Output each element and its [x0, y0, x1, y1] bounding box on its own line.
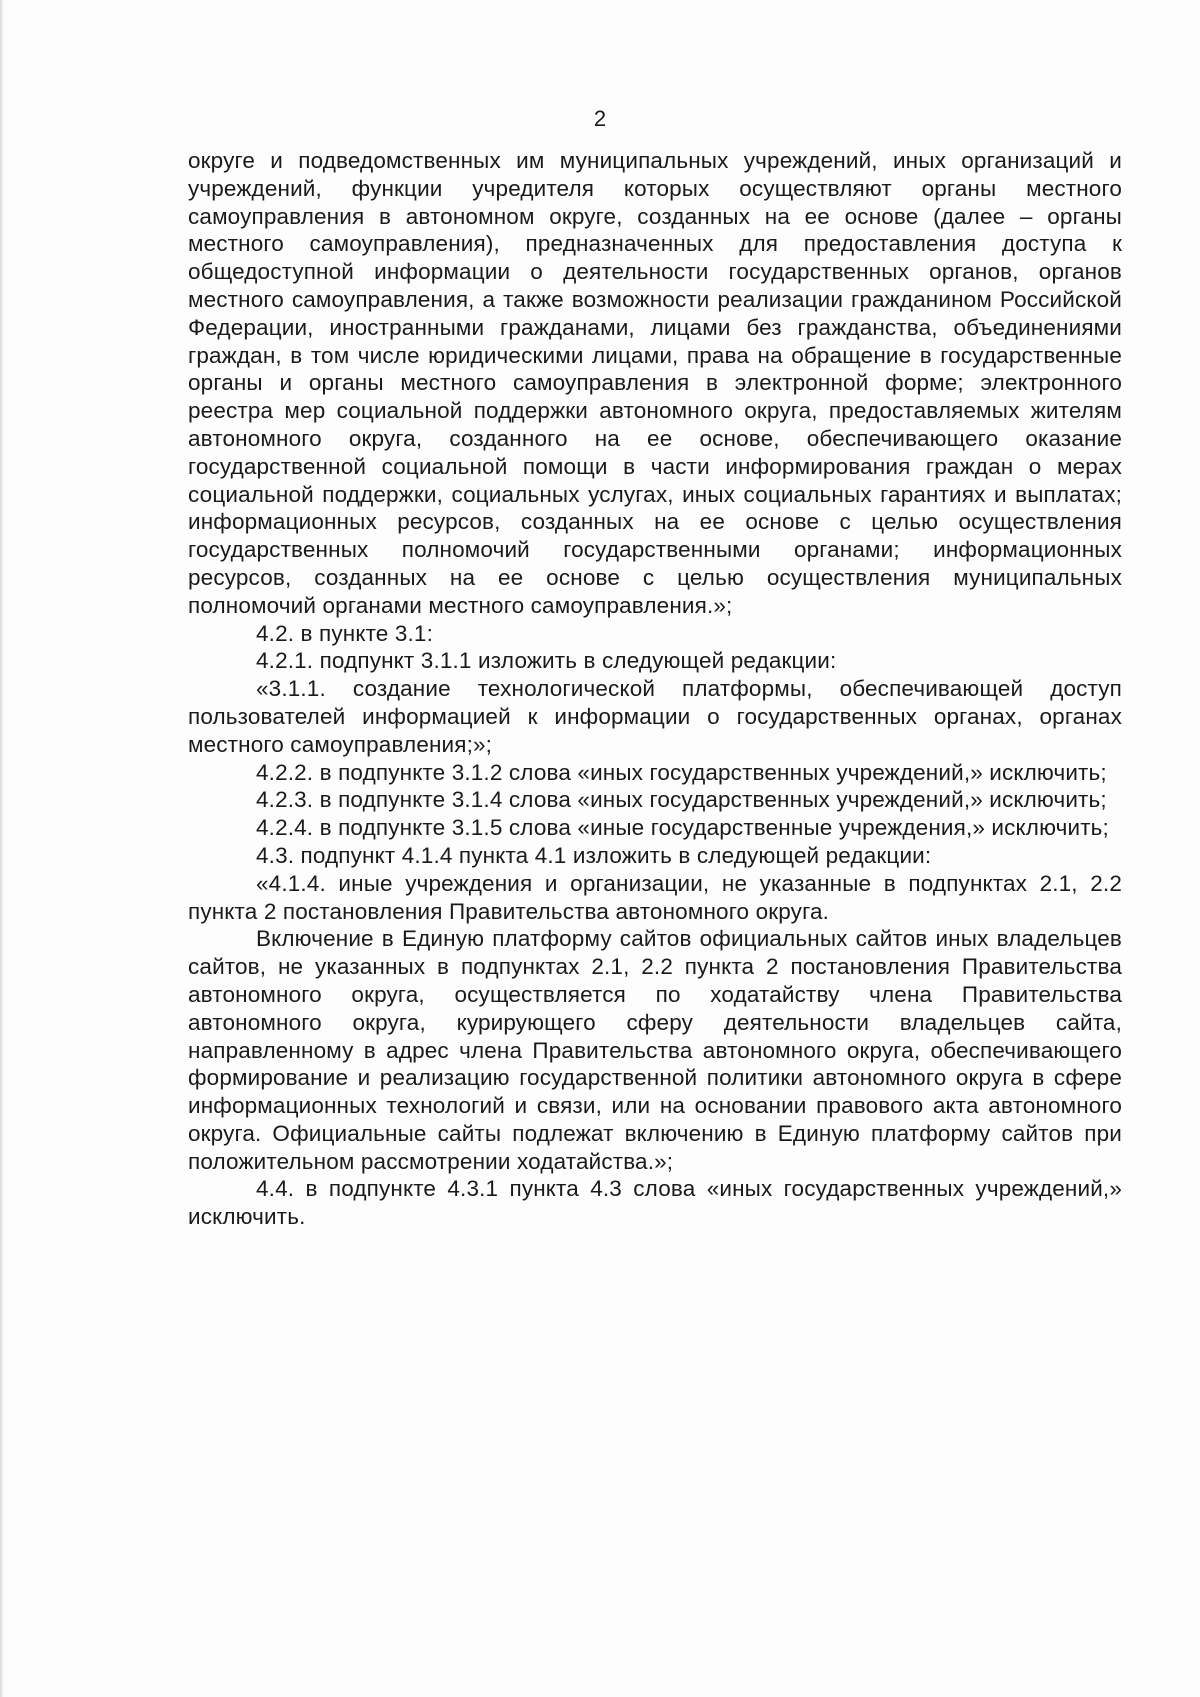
paragraph-4-3: 4.3. подпункт 4.1.4 пункта 4.1 изложить в следующей редакции: [256, 842, 932, 868]
paragraph-4-4: 4.4. в подпункте 4.3.1 пункта 4.3 слова «иных государственных учреждений,» исключить. [188, 1176, 1122, 1230]
paragraph-4-1-4-quote: «4.1.4. иные учреждения и организации, не указанные в подпунктах 2.1, 2.2 пункта 2 постановления Правительства автономного округа. [188, 870, 1122, 924]
page-number: 2 [593, 106, 607, 131]
paragraph-4-2-1: 4.2.1. подпункт 3.1.1 изложить в следующей редакции: [256, 648, 837, 674]
scan-edge-shadow [0, 0, 4, 1697]
paragraph-4-2-2: 4.2.2. в подпункте 3.1.2 слова «иных государственных учреждений,» исключить; [256, 759, 1107, 785]
paragraph-continuation: округе и подведомственных им муниципальных учреждений, иных организаций и учреждений, функции учредителя которых осуществляют органы местного самоуправления в автономном округе, созданных на ее основе (далее – органы местного самоуправления), предназначенных для предоставления доступа к общедоступной информации о деятельности государственных органов, органов местного самоуправления, а также возможности реализации гражданином Российской Федерации, иностранными гражданами, лицами без гражданства, объединениями граждан, в том числе юридическими лицами, права на обращение в государственные органы и органы местного самоуправления в электронной форме; электронного реестра мер социальной поддержки автономного округа, предоставляемых жителям автономного округа, созданного на ее основе, обеспечивающего оказание государственной социальной помощи в части информирования граждан о мерах социальной поддержки, социальных услугах, иных социальных гарантиях и выплатах; информационных ресурсов, созданных на ее основе с целью осуществления государственных полномочий государственными органами; информационных ресурсов, созданных на ее основе с целью осуществления муниципальных полномочий органами местного самоуправления.»; [188, 148, 1122, 618]
paragraph-inclusion: Включение в Единую платформу сайтов официальных сайтов иных владельцев сайтов, не указанных в подпунктах 2.1, 2.2 пункта 2 постановления Правительства автономного округа, осуществляется по ходатайству члена Правительства автономного округа, курирующего сферу деятельности владельцев сайта, направленному в адрес члена Правительства автономного округа, обеспечивающего формирование и реализацию государственной политики автономного округа в сфере информационных технологий и связи, или на основании правового акта автономного округа. Официальные сайты подлежат включению в Единую платформу сайтов при положительном рассмотрении ходатайства.»; [188, 926, 1122, 1174]
document-body [188, 147, 1122, 1231]
paragraph-4-2: 4.2. в пункте 3.1: [256, 620, 433, 646]
paragraph-4-2-3: 4.2.3. в подпункте 3.1.4 слова «иных государственных учреждений,» исключить; [256, 787, 1107, 813]
paragraph-4-2-4: 4.2.4. в подпункте 3.1.5 слова «иные государственные учреждения,» исключить; [256, 815, 1109, 841]
paragraph-3-1-1-quote: «3.1.1. создание технологической платформы, обеспечивающей доступ пользователей информацией к информации о государственных органах, органах местного самоуправления;»; [188, 676, 1122, 757]
